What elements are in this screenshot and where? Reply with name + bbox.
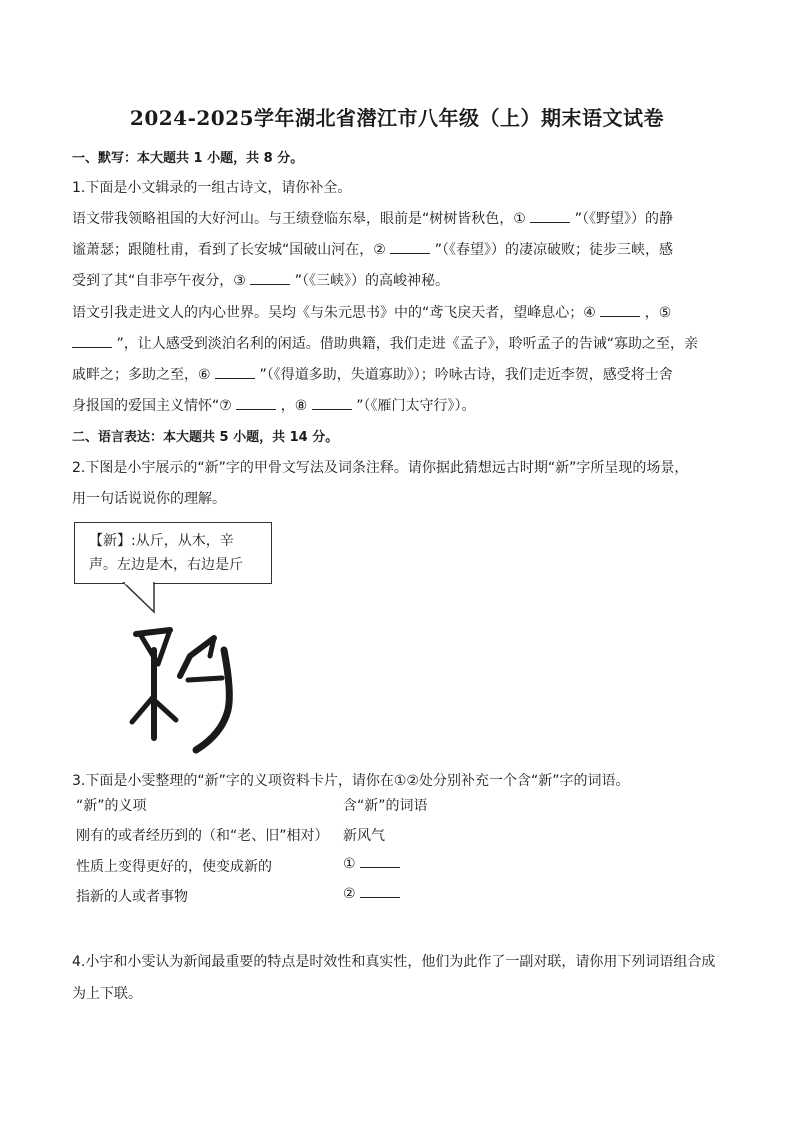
q3-row-word	[343, 856, 400, 872]
q1-text: ”（《野望》）的静	[574, 211, 673, 227]
q1-text: 身报国的爱国主义情怀“⑦	[72, 398, 232, 414]
q4-stem-line-1: 4.小宇和小雯认为新闻最重要的特点是时效性和真实性，他们为此作了一副对联，请你用下列词语组合成	[72, 954, 716, 970]
answer-blank-2[interactable]	[390, 252, 430, 254]
page-title: 2024-2025学年湖北省潜江市八年级（上）期末语文试卷	[129, 106, 665, 130]
q1-text: 语文引我走进文人的内心世界。吴均《与朱元思书》中的“鸢飞戾天者，望峰息心；④	[72, 305, 596, 321]
q3-row-meaning: 指新的人或者事物	[76, 889, 188, 905]
q2-stem-line-1: 2.下图是小宇展示的“新”字的甲骨文写法及词条注释。请你据此猜想远古时期“新”字所呈现的场景，	[72, 460, 689, 476]
section-heading-1: 一、默写：本大题共 1 小题，共 8 分。	[72, 151, 304, 166]
q1-text: ”（《三峡》）的高峻神秘。	[294, 273, 449, 289]
q1-line-3	[72, 270, 724, 290]
q3-row-word	[343, 886, 400, 902]
q3-blank-marker: ②	[343, 886, 356, 902]
q4-stem-line-2: 为上下联。	[72, 986, 142, 1002]
answer-blank-4[interactable]	[600, 315, 640, 317]
q1-text: ”（《雁门太守行》）。	[356, 398, 476, 414]
q1-stem: 1.下面是小文辑录的一组古诗文，请你补全。	[72, 180, 352, 196]
answer-blank-7[interactable]	[236, 408, 276, 410]
q1-text: 戚畔之；多助之至，⑥	[72, 367, 211, 383]
q3-row-meaning: 性质上变得更好的，使变成新的	[76, 859, 272, 875]
bubble-line-2: 声。左边是木，右边是斤	[89, 557, 243, 573]
answer-blank-5[interactable]	[72, 346, 112, 348]
q1-line-6	[72, 364, 724, 384]
q1-text: ，⑤	[644, 305, 672, 321]
q1-text: ，⑧	[280, 398, 308, 414]
answer-blank-6[interactable]	[215, 377, 255, 379]
q1-line-4	[72, 302, 724, 322]
q3-row-word: 新风气	[343, 828, 385, 844]
q1-line-1	[72, 208, 724, 228]
q3-col-header-meaning: “新”的义项	[76, 798, 147, 814]
q1-text: ”（《得道多助，失道寡助》）；吟咏古诗，我们走近李贺，感受将士舍	[259, 367, 673, 383]
q1-line-7	[72, 395, 724, 415]
answer-blank-1[interactable]	[530, 221, 570, 223]
q1-line-2	[72, 239, 724, 259]
q1-text: 受到了其“自非亭午夜分，③	[72, 273, 246, 289]
bubble-line-1: 【新】:从斤，从木，辛	[89, 533, 234, 549]
section-heading-2: 二、语言表达：本大题共 5 小题，共 14 分。	[72, 430, 339, 445]
speech-bubble	[74, 522, 272, 584]
q3-col-header-word: 含“新”的词语	[343, 798, 428, 814]
answer-blank-3[interactable]	[250, 283, 290, 285]
q1-text: 谧萧瑟；跟随杜甫，看到了长安城“国破山河在，②	[72, 242, 386, 258]
oracle-bone-xin-glyph-image	[118, 620, 248, 760]
answer-blank-q3-1[interactable]	[360, 866, 400, 868]
q3-stem: 3.下面是小雯整理的“新”字的义项资料卡片，请你在①②处分别补充一个含“新”字的词语。	[72, 773, 630, 789]
q1-text: 语文带我领略祖国的大好河山。与王绩登临东皋，眼前是“树树皆秋色，①	[72, 211, 526, 227]
q1-text: ”，让人感受到淡泊名利的闲适。借助典籍，我们走进《孟子》，聆听孟子的告诫“寡助之至，亲	[116, 336, 698, 352]
q3-blank-marker: ①	[343, 856, 356, 872]
q1-text: ”（《春望》）的凄凉破败；徒步三峡，感	[434, 242, 673, 258]
answer-blank-q3-2[interactable]	[360, 896, 400, 898]
q3-row-meaning: 刚有的或者经历到的（和“老、旧”相对）	[76, 828, 329, 844]
q1-line-5	[72, 333, 724, 353]
q2-stem-line-2: 用一句话说说你的理解。	[72, 491, 226, 507]
answer-blank-8[interactable]	[312, 408, 352, 410]
bubble-tail	[120, 582, 160, 614]
